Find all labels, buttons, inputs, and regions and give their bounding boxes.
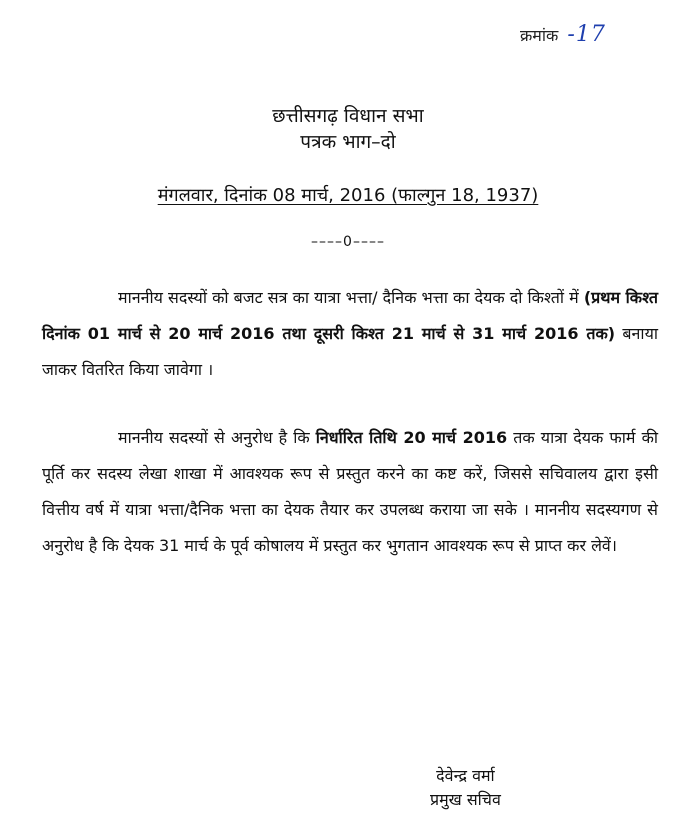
paragraph-1-text-b: बनाया जाकर वितरित किया जावेगा ।	[42, 324, 658, 379]
bulletin-subtitle: पत्रक भाग–दो	[300, 131, 396, 153]
signatory-name: देवेन्द्र वर्मा	[436, 766, 495, 785]
signatory-title: प्रमुख सचिव	[430, 790, 501, 809]
paragraph-1	[42, 280, 658, 388]
handwritten-serial-number: -17	[567, 22, 606, 47]
serial-number-block	[520, 22, 606, 47]
date-text: मंगलवार, दिनांक 08 मार्च, 2016 (फाल्गुन 18, 1937)	[157, 185, 539, 206]
paragraph-1-text-a: माननीय सदस्यों को बजट सत्र का यात्रा भत्ता/ दैनिक भत्ता का देयक दो किश्तों में	[118, 288, 584, 307]
date-line	[0, 184, 696, 208]
paragraph-2	[42, 420, 658, 564]
separator: ––––0––––	[311, 234, 385, 250]
serial-label: क्रमांक	[520, 26, 559, 45]
paragraph-2-text-b: तक यात्रा देयक फार्म की पूर्ति कर सदस्य लेखा शाखा में आवश्यक रूप से प्रस्तुत करने का कष्ट करें, जिससे सचिवालय द्वारा इसी वित्तीय वर्ष में यात्रा भत्ता/दैनिक भत्ता का देयक तैयार कर उपलब्ध कराया जा सके । माननीय सदस्यगण से अनुरोध है कि देयक 31 मार्च के पूर्व कोषालय में प्रस्तुत कर भुगतान आवश्यक रूप से प्राप्त कर लेवें।	[42, 428, 659, 555]
paragraph-2-text-a: माननीय सदस्यों से अनुरोध है कि	[118, 428, 316, 447]
paragraph-1-bold: (प्रथम किश्त दिनांक 01 मार्च से 20 मार्च 2016 तथा दूसरी किश्त 21 मार्च से 31 मार्च 2016 तक)	[42, 288, 658, 343]
signature-block	[430, 764, 501, 812]
paragraph-2-bold: निर्धारित तिथि 20 मार्च 2016	[315, 428, 508, 447]
assembly-title: छत्तीसगढ़ विधान सभा	[272, 105, 424, 127]
